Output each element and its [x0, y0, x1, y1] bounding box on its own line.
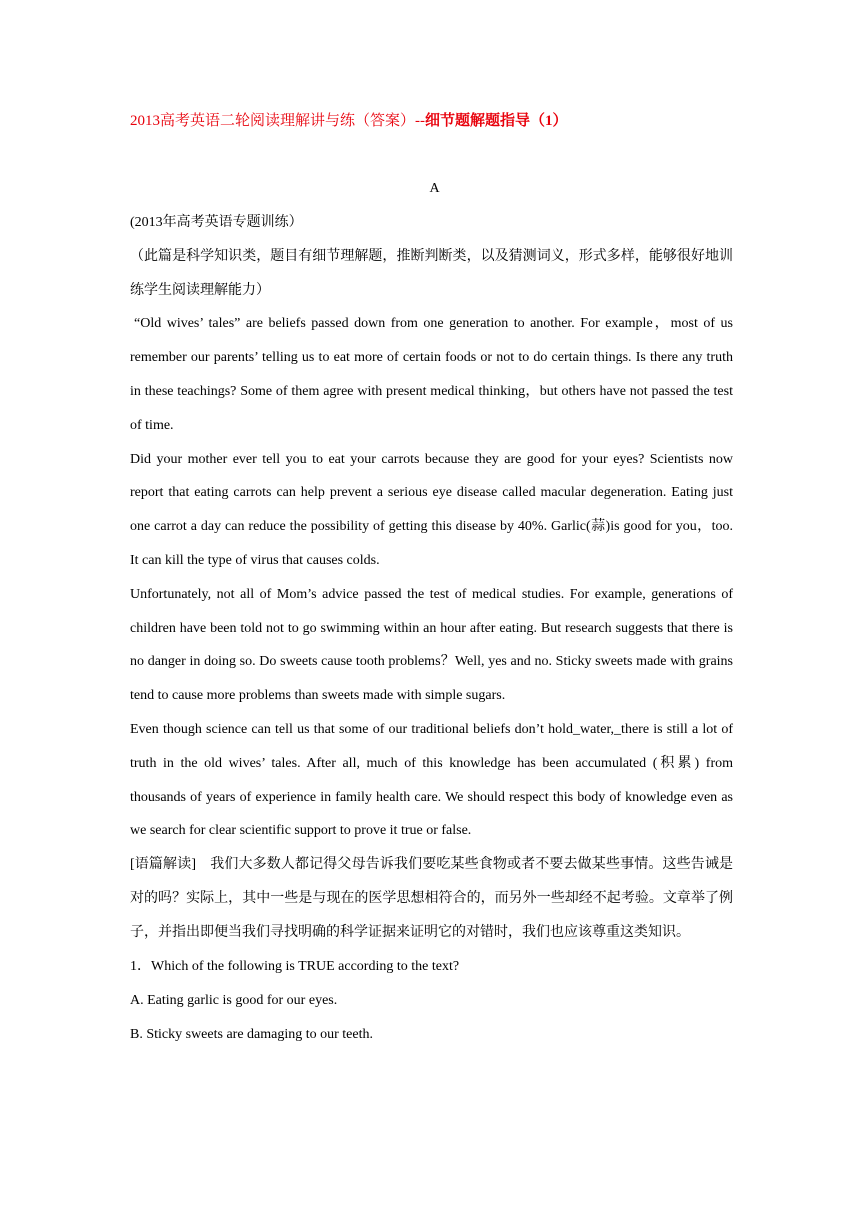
source-line: (2013年高考英语专题训练）	[130, 215, 303, 230]
title-normal-part: 2013高考英语二轮阅读理解讲与练（答案）--	[130, 113, 425, 129]
question-stem: 1．Which of the following is TRUE according to the text?	[130, 958, 460, 974]
passage-paragraph-3: Unfortunately, not all of Mom’s advice passed the test of medical studies. For example, generations of children have been told not to go swimming within an hour after eating. But research suggests that there is no danger in doing so. Do sweets cause tooth problems？Well, yes and no. Sticky sweets made with grains tend to cause more problems than sweets made with simple sugars.	[130, 586, 733, 704]
passage-paragraph-2: Did your mother ever tell you to eat your carrots because they are good for your eyes? Scientists now report that eating carrots can help prevent a serious eye disease called macular degeneration. Eating just one carrot a day can reduce the possibility of getting this disease by 40%. Garlic(蒜)is good for you，too. It can kill the type of virus that causes colds.	[130, 451, 733, 568]
question-option-a: A. Eating garlic is good for our eyes.	[130, 992, 338, 1008]
question-option-b: B. Sticky sweets are damaging to our teeth.	[130, 1026, 373, 1042]
document-title	[130, 108, 733, 134]
passage-analysis: [语篇解读] 我们大多数人都记得父母告诉我们要吃某些食物或者不要去做某些事情。这些告诫是对的吗？实际上，其中一些是与现在的医学思想相符合的，而另外一些却经不起考验。文章举了例子，并指出即便当我们寻找明确的科学证据来证明它的对错时，我们也应该尊重这类知识。	[130, 857, 733, 940]
title-bold-part: 细节题解题指导（1）	[425, 113, 568, 129]
passage-paragraph-4: Even though science can tell us that some of our traditional beliefs don’t hold_water,_there is still a lot of truth in the old wives’ tales. After all, much of this knowledge has been accumulated (积累) from thousands of years of experience in family health care. We should respect this body of knowledge even as we search for clear scientific support to prove it true or false.	[130, 721, 733, 839]
passage-intro: （此篇是科学知识类，题目有细节理解题，推断判断类，以及猜测词义，形式多样，能够很好地训练学生阅读理解能力）	[130, 248, 733, 298]
document-page	[130, 108, 733, 1052]
section-letter: A	[429, 181, 440, 196]
passage-paragraph-1: “Old wives’ tales” are beliefs passed down from one generation to another. For example，most of us remember our parents’ telling us to eat more of certain foods or not to do certain things. Is there any truth in these teachings? Some of them agree with present medical thinking，but others have not passed the test of time.	[130, 316, 733, 433]
